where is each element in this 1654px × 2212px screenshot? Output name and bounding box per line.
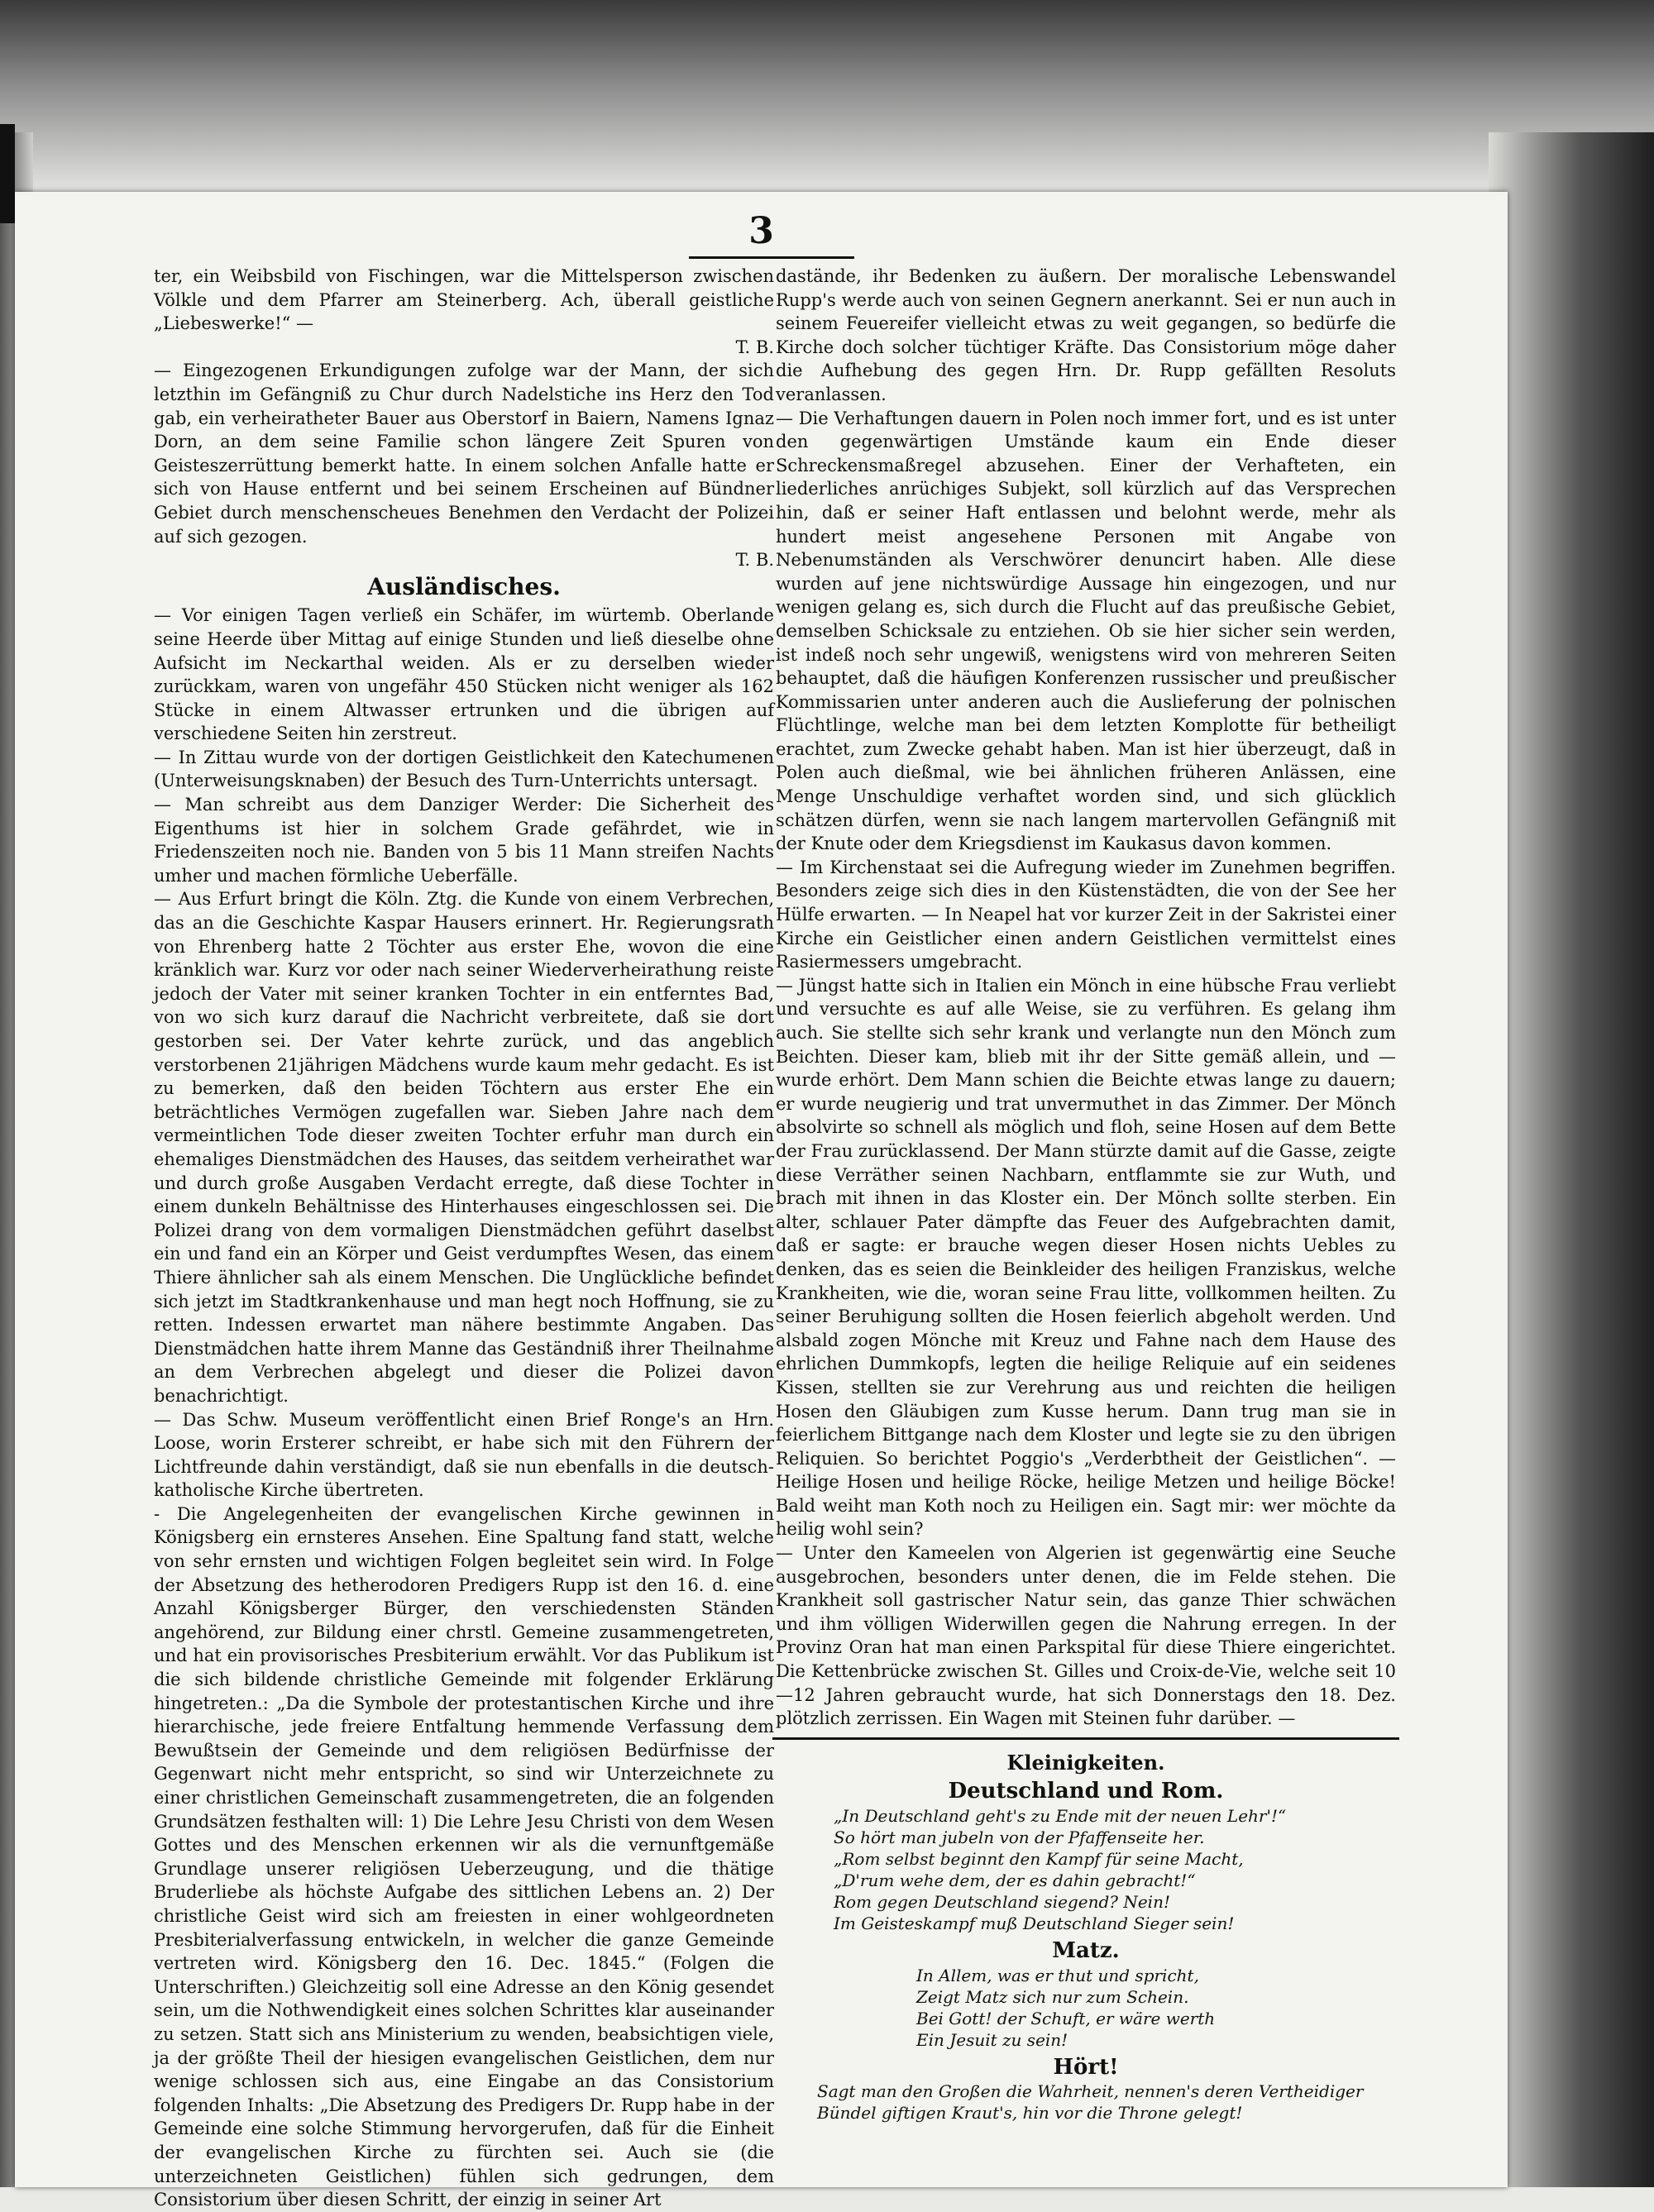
poem-line: Rom gegen Deutschland siegend? Nein! (834, 1892, 1170, 1912)
poem-line: Ein Jesuit zu sein! (916, 2029, 1068, 2050)
section-title-kleinigkeiten: Kleinigkeiten. (1006, 1750, 1165, 1775)
poem-line: Bündel giftigen Kraut's, hin vor die Throne gelegt! (817, 2103, 1243, 2124)
notice-chur: — Eingezogenen Erkundigungen zufolge war der Mann, der sich letzthin im Gefängniß zu Chur durch Nadelstiche ins Herz den Tod gab, ein verheiratheter Bauer aus Oberstorf in Baiern, Namens Ignaz Dorn, an dem seine Familie schon längere Zeit Spuren von Geisteszerrüttung bemerkt hatte. In einem solchen Anfalle hatte er sich von Hause entfernt und bei seinem Erscheinen auf Bündner Gebiet durch menschenscheues Benehmen den Verdacht der Polizei auf sich gezogen. (154, 361, 774, 547)
intro-paragraph: ter, ein Weibsbild von Fischingen, war die Mittelsperson zwischen Völkle und dem Pfarrer am Steinerberg. Ach, überall geistliche „Liebeswerke!“ — (154, 266, 774, 334)
article-rupp-continued: dastände, ihr Bedenken zu äußern. Der moralische Lebenswandel Rupp's werde auch von seinen Gegnern anerkannt. Sei er nun auch in seinem Feuereifer vielleicht etwas zu weit gegangen, so bedürfe die Kirche doch solcher tüchtiger Kräfte. Das Consistorium möge daher die Aufhebung des gegen Hrn. Dr. Rupp gefällten Resoluts veranlassen. (776, 266, 1396, 404)
poem-hoert (817, 2081, 1396, 2124)
poem-line: In Allem, was er thut und spricht, (916, 1965, 1199, 1985)
newspaper-page (15, 192, 1508, 2210)
scan-edge-mark (0, 124, 15, 223)
poem-line: „D'rum wehe dem, der es dahin gebracht!“ (834, 1870, 1196, 1890)
scan-shadow-top (0, 0, 1654, 190)
page-number-rule (689, 256, 854, 259)
article-danzig: — Man schreibt aus dem Danziger Werder: Die Sicherheit des Eigenthums ist hier in solchem Grade gefährdet, wie in Friedenszeiten noch nie. Banden von 5 bis 11 Mann streifen Nachts umher und machen förmliche Ueberfälle. (154, 795, 774, 886)
poem-title-deutschland-rom: Deutschland und Rom. (948, 1779, 1224, 1804)
article-moench: — Jüngst hatte sich in Italien ein Mönch in eine hübsche Frau verliebt und versuchte es auf alle Weise, sie zu verführen. Es gelang ihm auch. Sie stellte sich sehr krank und verlangte nun den Mönch zum Beichten. Dieser kam, blieb mit ihr der Sitte gemäß allein, und — wurde erhört. Dem Mann schien die Beichte etwas lange zu dauern; er wurde neugierig und trat unvermuthet in das Zimmer. Der Mönch absolvirte so schnell als möglich und floh, seine Hosen auf dem Bette der Frau zurücklassend. Der Mann stürzte damit auf die Gasse, zeigte diese Verräther seinen Nachbarn, entflammte sie zur Wuth, und brach mit ihnen in das Kloster ein. Der Mönch sollte sterben. Ein alter, schlauer Pater dämpfte das Feuer des Aufgebrachten damit, daß er sagte: er brauche wegen dieser Hosen nichts Uebles zu denken, das es seien die Beinkleider des heiligen Franziskus, welche Krankheiten, wie die, woran seine Frau litte, vollkommen heilten. Zu seiner Beruhigung sollten die Hosen feierlich abgeholt werden. Und alsbald zogen Mönche mit Kreuz und Fahne nach dem Hause des ehrlichen Dummkopfs, legten die heilige Reliquie auf ein seidenes Kissen, stellten sie zur Verehrung aus und reichten die heiligen Hosen den Gläubigen zum Kusse herum. Dann trug man sie in feierlichem Bittgange nach dem Kloster und legte sie zu den übrigen Reliquien. So berichtet Poggio's „Verderbtheit der Geistlichen“. — Heilige Hosen und heilige Röcke, heilige Metzen und heilige Böcke! Bald weiht man Koth noch zu Heiligen ein. Sagt mir: wer möchte da heilig wohl sein? (776, 975, 1396, 1540)
page-number: 3 (748, 210, 774, 252)
article-erfurt: — Aus Erfurt bringt die Köln. Ztg. die Kunde von einem Verbrechen, das an die Geschichte Kaspar Hausers erinnert. Hr. Regierungsrath von Ehrenberg hatte 2 Töchter aus erster Ehe, wovon die eine kränklich war. Kurz vor oder nach seiner Wiederverheirathung reiste jedoch der Vater mit seiner kranken Tochter in ein entferntes Bad, von wo sich kurz darauf die Nachricht verbreitete, daß sie dort gestorben sei. Der Vater kehrte zurück, und das angeblich verstorbenen 21jährigen Mädchens wurde kaum mehr gedacht. Es ist zu bemerken, daß den beiden Töchtern aus erster Ehe ein beträchtliches Vermögen zugefallen war. Sieben Jahre nach dem vermeintlichen Tode dieser zweiten Tochter erfuhr man durch ein ehemaliges Dienstmädchen des Hauses, das seitdem verheirathet war und durch große Ausgaben Verdacht erregte, daß diese Tochter in einem dunkeln Behältnisse des Hinterhauses eingeschlossen sei. Die Polizei drang von dem vormaligen Dienstmädchen geführt daselbst ein und fand ein an Körper und Geist verdumpftes Wesen, das einem Thiere ähnlicher sah als einem Menschen. Die Unglückliche befindet sich jetzt im Stadtkrankenhause und man hegt noch Hoffnung, sie zu retten. Indessen erwartet man nähere bestimmte Angaben. Das Dienstmädchen hatte ihrem Manne das Geständniß ihrer Theilnahme an dem Verbrechen abgelegt und dieser die Polizei davon benachrichtigt. (154, 889, 774, 1406)
poem-title-hoert: Hört! (1053, 2054, 1119, 2080)
article-kirchenstaat: — Im Kirchenstaat sei die Aufregung wieder im Zunehmen begriffen. Besonders zeige sich dies in den Küstenstädten, die von der See her Hülfe erwarten. — In Neapel hat vor kurzer Zeit in der Sakristei einer Kirche ein Geistlicher einen andern Geistlichen vermittelst eines Rasiermessers umgebracht. (776, 857, 1396, 972)
article-algerien: — Unter den Kameelen von Algerien ist gegenwärtig eine Seuche ausgebrochen, besonders unter denen, die im Felde stehen. Die Krankheit soll gastrischer Natur sein, das ganze Thier schwächen und ihm völligen Widerwillen gegen die Nahrung erregen. In der Provinz Oran hat man einen Parkspital für diese Thiere eingerichtet. Die Kettenbrücke zwischen St. Gilles und Croix-de-Vie, welche seit 10—12 Jahren gebraucht wurde, hat sich Donnerstags den 18. Dez. plötzlich zerrissen. Ein Wagen mit Steinen fuhr darüber. — (776, 1543, 1396, 1729)
intro-signature: T. B. (735, 337, 774, 357)
poem-line: „Rom selbst beginnt den Kampf für seine Macht, (834, 1849, 1244, 1869)
poem-matz (916, 1965, 1396, 2051)
right-column (776, 265, 1396, 2124)
poem-line: Sagt man den Großen die Wahrheit, nennen's deren Vertheidiger (817, 2081, 1364, 2102)
section-title-auslaendisches: Ausländisches. (367, 572, 561, 600)
article-ronge: — Das Schw. Museum veröffentlicht einen Brief Ronge's an Hrn. Loose, worin Ersterer schreibt, er habe sich mit den Führern der Lichtfreunde dahin verständigt, daß sie nun ebenfalls in die deutsch-katholische Kirche übertreten. (154, 1409, 774, 1501)
poem-line: Im Geisteskampf muß Deutschland Sieger sein! (834, 1913, 1235, 1933)
poem-line: So hört man jubeln von der Pfaffenseite her. (834, 1827, 1205, 1847)
notice-chur-signature: T. B. (735, 550, 774, 571)
poem-title-matz: Matz. (1052, 1938, 1120, 1963)
left-column (154, 265, 774, 2212)
article-zittau: — In Zittau wurde von der dortigen Geistlichkeit den Katechumenen (Unterweisungsknaben) der Besuch des Turn-Unterrichts untersagt. (154, 747, 774, 791)
poem-deutschland-rom (834, 1805, 1396, 1934)
article-koenigsberg: - Die Angelegenheiten der evangelischen Kirche gewinnen in Königsberg ein ernsteres Ansehen. Eine Spaltung fand statt, welche von sehr ernsten und wichtigen Folgen begleitet sein wird. In Folge der Absetzung des hetherodoren Predigers Rupp ist den 16. d. eine Anzahl Königsberger Bürger, den verschiedensten Ständen angehörend, zur Bildung einer chrstl. Gemeine zusammengetreten, und hat ein provisorisches Presbiterium erwählt. Vor das Publikum ist die sich bildende christliche Gemeinde mit folgender Erklärung hingetreten.: „Da die Symbole der protestantischen Kirche und ihre hierarchische, jede freiere Entfaltung hemmende Verfassung dem Bewußtsein der Gemeinde und dem religiösen Bedürfnisse der Gegenwart nicht mehr entspricht, so sind wir Unterzeichnete zu einer christlichen Gemeinschaft zusammengetreten, die an folgenden Grundsätzen festhalten will: 1) Die Lehre Jesu Christi von dem Wesen Gottes und des Menschen erkennen wir als die vernunftgemäße Grundlage unserer religiösen Ueberzeugung, und die thätige Bruderliebe als höchste Aufgabe des sittlichen Lebens an. 2) Der christliche Geist wird sich am freiesten in einer wohlgeordneten Presbiterialverfassung entwickeln, in welcher die ganze Gemeinde vertreten wird. Königsberg den 16. Dec. 1845.“ (Folgen die Unterschriften.) Gleichzeitig soll eine Adresse an den König gesendet sein, um die Nothwendigkeit eines solchen Schrittes klar auseinander zu setzen. Statt sich ans Ministerium zu wenden, beabsichtigen viele, ja der größte Theil der hiesigen evangelischen Geistlichen, dem nur wenige schlossen sich aus, eine Eingabe an das Consistorium folgenden Inhalts: „Die Absetzung des Predigers Dr. Rupp habe in der Gemeinde eine solche Stimmung hervorgerufen, daß für die Einheit der evangelischen Kirche zu fürchten sei. Auch sie (die unterzeichneten Geistlichen) fühlen sich gedrungen, dem Consistorium über diesen Schritt, der einzig in seiner Art (154, 1503, 774, 2210)
article-polen: — Die Verhaftungen dauern in Polen noch immer fort, und es ist unter den gegenwärtigen Umstände kaum ein Ende dieser Schreckensmaßregel abzusehen. Einer der Verhafteten, ein liederliches anrüchiges Subjekt, soll kürzlich auf das Versprechen hin, daß er seiner Haft entlassen und belohnt werde, mehr als hundert meist angesehene Personen mit Angabe von Nebenumständen als Verschwörer denuncirt haben. Alle diese wurden auf jene nichtswürdige Aussage hin eingezogen, und nur wenigen gelang es, sich durch die Flucht auf das preußische Gebiet, demselben Schicksale zu entziehen. Ob sie hier sicher sein werden, ist indeß noch sehr ungewiß, wenigstens wird von mehreren Seiten behauptet, daß die häufigen Konferenzen russischer und preußischer Kommissarien unter anderen auch die Auslieferung der polnischen Flüchtlinge, welche man bei dem letzten Komplotte für betheiligt erachtet, zum Zwecke gehabt haben. Man ist hier überzeugt, daß in Polen auch dießmal, wie bei ähnlichen früheren Anlässen, eine Menge Unschuldige verhaftet worden sind, und sich glücklich schätzen dürfen, wenn sie nach langem martervollen Gefängniß mit der Knute oder dem Kriegsdienst im Kaukasus davon kommen. (776, 408, 1396, 854)
poem-line: „In Deutschland geht's zu Ende mit der neuen Lehr'!“ (834, 1806, 1287, 1826)
poem-line: Bei Gott! der Schuft, er wäre werth (916, 2008, 1216, 2028)
section-divider (772, 1737, 1399, 1740)
poem-line: Zeigt Matz sich nur zum Schein. (916, 1986, 1189, 2007)
article-schaefer: — Vor einigen Tagen verließ ein Schäfer, im würtemb. Oberlande seine Heerde über Mittag auf einige Stunden und ließ dieselbe ohne Aufsicht im Neckarthal weiden. Als er zu derselben wieder zurückkam, waren von ungefähr 450 Stücken nicht weniger als 162 Stücke in einem Altwasser ertrunken und die übrigen auf verschiedene Seiten hin zerstreut. (154, 605, 774, 744)
scan-shadow-right (1489, 132, 1654, 2187)
